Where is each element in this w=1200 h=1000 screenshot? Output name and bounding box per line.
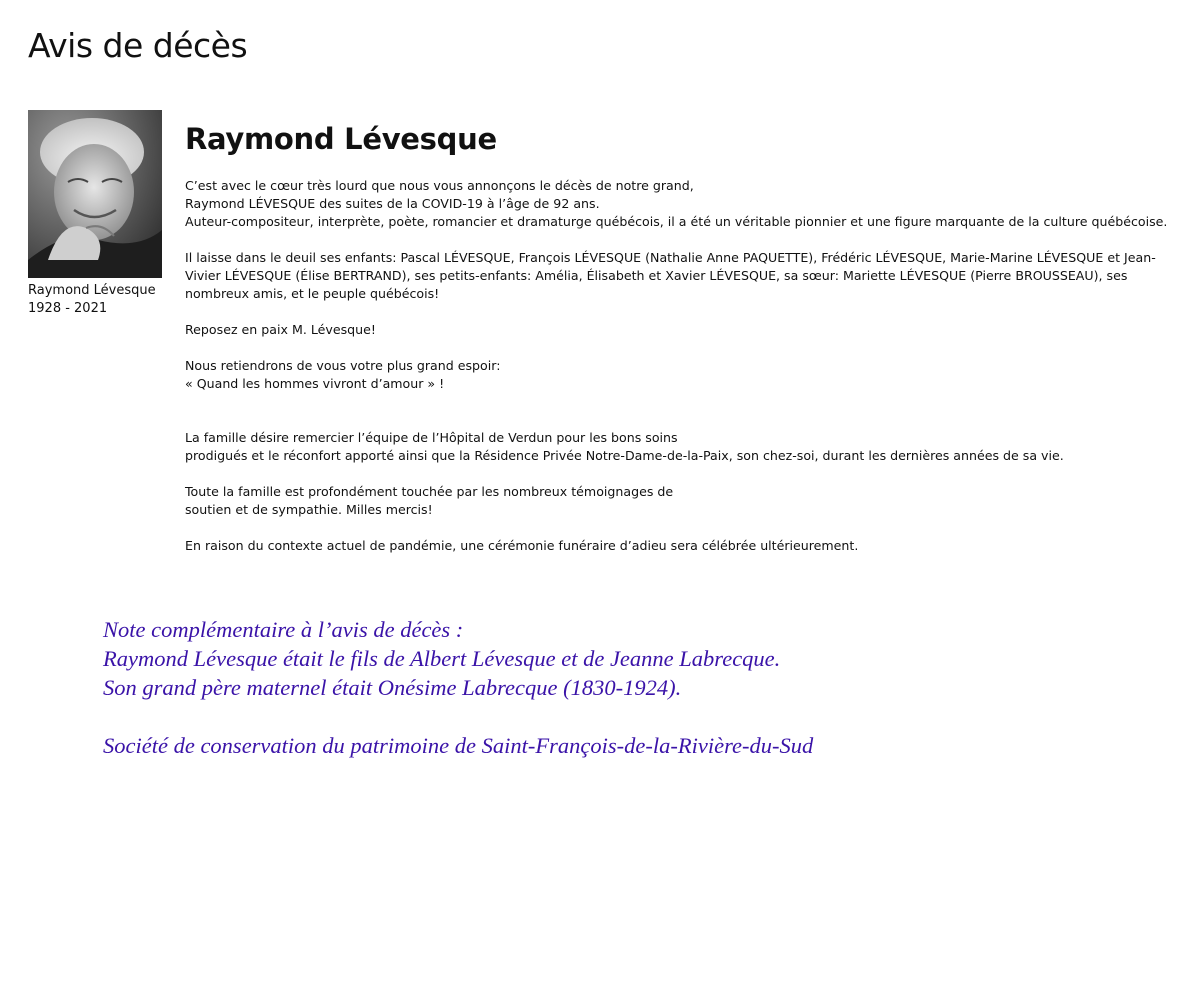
- obituary-paragraph-rest-in-peace: Reposez en paix M. Lévesque!: [185, 322, 376, 337]
- portrait-photo: [28, 110, 162, 278]
- page-title: Avis de décès: [28, 26, 248, 65]
- note-grandfather: Son grand père maternel était Onésime Labrecque (1830-1924).: [103, 675, 682, 700]
- portrait-block: [28, 110, 168, 318]
- obituary-line: Nous retiendrons de vous votre plus grand espoir:: [185, 358, 501, 373]
- obituary-line: La famille désire remercier l’équipe de l’Hôpital de Verdun pour les bons soins: [185, 430, 678, 445]
- obituary-paragraph-hope: [185, 357, 1175, 393]
- obituary-paragraph-family: Il laisse dans le deuil ses enfants: Pascal LÉVESQUE, François LÉVESQUE (Nathalie Anne PAQUETTE), Frédéric LÉVESQUE, Marie-Marine LÉVESQUE et Jean-Vivier LÉVESQUE (Élise BERTRAND), ses petits-enfants: Amélia, Élisabeth et Xavier LÉVESQUE, sa sœur: Mariette LÉVESQUE (Pierre BROUSSEAU), ses nombreux amis, et le peuple québécois!: [185, 250, 1156, 301]
- obituary-paragraph-ceremony: En raison du contexte actuel de pandémie, une cérémonie funéraire d’adieu sera célébrée ultérieurement.: [185, 538, 859, 553]
- note-heading: Note complémentaire à l’avis de décès :: [103, 617, 464, 642]
- obituary-line: prodigués et le réconfort apporté ainsi que la Résidence Privée Notre-Dame-de-la-Paix, son chez-soi, durant les dernières années de sa vie.: [185, 448, 1064, 463]
- obituary-paragraph-announcement: [185, 177, 1175, 231]
- note-parents: Raymond Lévesque était le fils de Albert Lévesque et de Jeanne Labrecque.: [103, 646, 781, 671]
- obituary-paragraph-thanks: [185, 429, 1175, 465]
- obituary-line: C’est avec le cœur très lourd que nous vous annonçons le décès de notre grand,: [185, 178, 694, 193]
- caption-years: 1928 - 2021: [28, 301, 108, 316]
- obituary-line: Toute la famille est profondément touchée par les nombreux témoignages de: [185, 484, 674, 499]
- obituary-line: Auteur-compositeur, interprète, poète, romancier et dramaturge québécois, il a été un véritable pionnier et une figure marquante de la culture québécoise.: [185, 214, 1168, 229]
- obituary-line: Raymond LÉVESQUE des suites de la COVID-19 à l’âge de 92 ans.: [185, 196, 600, 211]
- deceased-name: Raymond Lévesque: [185, 122, 497, 156]
- obituary-paragraph-sympathy: [185, 483, 1175, 519]
- portrait-image: [28, 110, 162, 278]
- obituary-line: « Quand les hommes vivront d’amour » !: [185, 376, 445, 391]
- obituary-section: [185, 120, 1175, 573]
- complementary-note: [103, 615, 1103, 760]
- caption-name: Raymond Lévesque: [28, 283, 156, 298]
- portrait-caption: [28, 282, 168, 318]
- obituary-line: soutien et de sympathie. Milles mercis!: [185, 502, 433, 517]
- note-society: Société de conservation du patrimoine de Saint-François-de-la-Rivière-du-Sud: [103, 733, 814, 758]
